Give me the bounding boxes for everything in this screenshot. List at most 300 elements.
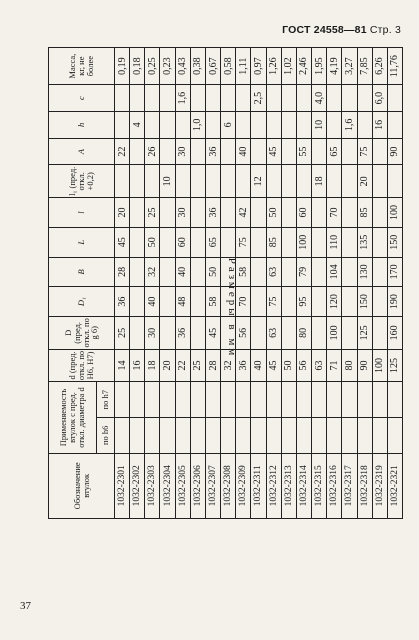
cell-l1 [205, 165, 220, 198]
table-row [205, 48, 220, 519]
cell-l: 50 [145, 227, 160, 257]
cell-d [372, 316, 387, 349]
cell-h: 16 [372, 112, 387, 139]
table-row [327, 48, 342, 519]
cell-a: 55 [296, 138, 311, 165]
cell-c [190, 85, 205, 112]
cell-l [372, 227, 387, 257]
cell-applicability [357, 382, 372, 418]
standard-number: ГОСТ 24558—81 [282, 24, 367, 36]
cell-a: 90 [387, 138, 402, 165]
cell-d: 18 [145, 349, 160, 382]
cell-l: 70 [327, 198, 342, 228]
cell-applicability [266, 382, 281, 418]
cell-b: 104 [327, 257, 342, 287]
cell-l: 30 [175, 198, 190, 228]
table-header-row [49, 48, 97, 519]
cell-h: 1,6 [342, 112, 357, 139]
cell-a [281, 138, 296, 165]
cell-b [190, 257, 205, 287]
cell-l [342, 227, 357, 257]
cell-d: 80 [342, 349, 357, 382]
table-body [115, 48, 403, 519]
cell-l [130, 198, 145, 228]
cell-c [160, 85, 175, 112]
cell-c [221, 85, 236, 112]
cell-d [312, 316, 327, 349]
table-row [145, 48, 160, 519]
cell-mass: 2,46 [296, 48, 311, 85]
cell-mass: 1,02 [281, 48, 296, 85]
cell-d [251, 316, 266, 349]
cell-d: 56 [296, 349, 311, 382]
cell-h [175, 112, 190, 139]
cell-applicability [251, 417, 266, 453]
cell-applicability [342, 382, 357, 418]
cell-applicability [296, 417, 311, 453]
cell-d: 100 [327, 316, 342, 349]
cell-l1 [221, 165, 236, 198]
cell-l1 [296, 165, 311, 198]
cell-d [221, 316, 236, 349]
cell-h [357, 112, 372, 139]
cell-l [251, 227, 266, 257]
header-h6: по h6 [97, 417, 115, 453]
cell-a: 75 [357, 138, 372, 165]
cell-d: 100 [372, 349, 387, 382]
cell-b [342, 257, 357, 287]
cell-d: 63 [312, 349, 327, 382]
header-D1: D₁ [49, 287, 115, 317]
cell-code: 1032-2307 [205, 453, 220, 518]
cell-d: 36 [236, 349, 251, 382]
cell-l: 60 [175, 227, 190, 257]
cell-mass: 0,19 [115, 48, 130, 85]
cell-code: 1032-2308 [221, 453, 236, 518]
header-l1: l₁ (пред. откл. +0,2) [49, 165, 115, 198]
cell-mass: 0,67 [205, 48, 220, 85]
cell-d1: 95 [296, 287, 311, 317]
cell-d1 [342, 287, 357, 317]
cell-applicability [190, 417, 205, 453]
cell-applicability [312, 417, 327, 453]
cell-d1: 190 [387, 287, 402, 317]
cell-a [342, 138, 357, 165]
cell-a [130, 138, 145, 165]
cell-d: 90 [357, 349, 372, 382]
cell-c [357, 85, 372, 112]
cell-b: 79 [296, 257, 311, 287]
cell-d: 28 [205, 349, 220, 382]
cell-l [190, 198, 205, 228]
cell-l: 85 [266, 227, 281, 257]
cell-l1 [236, 165, 251, 198]
cell-d: 71 [327, 349, 342, 382]
table-row [296, 48, 311, 519]
cell-b: 170 [387, 257, 402, 287]
cell-d1: 58 [205, 287, 220, 317]
cell-h: 4 [130, 112, 145, 139]
cell-code: 1032-2316 [327, 453, 342, 518]
cell-l [372, 198, 387, 228]
cell-h [296, 112, 311, 139]
header-d: d (пред. откл. по H6, H7) [49, 349, 115, 382]
cell-code: 1032-2321 [387, 453, 402, 518]
table-row [357, 48, 372, 519]
table-row [236, 48, 251, 519]
cell-applicability [175, 417, 190, 453]
cell-l: 75 [236, 227, 251, 257]
cell-code: 1032-2309 [236, 453, 251, 518]
table-row [221, 48, 236, 519]
cell-d: 40 [251, 349, 266, 382]
cell-a [190, 138, 205, 165]
cell-b: 28 [115, 257, 130, 287]
cell-d: 14 [115, 349, 130, 382]
table-row [281, 48, 296, 519]
cell-code: 1032-2312 [266, 453, 281, 518]
cell-l [160, 198, 175, 228]
cell-l [312, 198, 327, 228]
table-row [190, 48, 205, 519]
cell-d1 [130, 287, 145, 317]
header-B: B [49, 257, 115, 287]
cell-applicability [281, 417, 296, 453]
cell-d1: 70 [236, 287, 251, 317]
cell-d [160, 316, 175, 349]
cell-d1: 36 [115, 287, 130, 317]
cell-applicability [236, 417, 251, 453]
page-number: 37 [20, 600, 31, 612]
cell-l1 [115, 165, 130, 198]
header-h: h [49, 112, 115, 139]
cell-d: 20 [160, 349, 175, 382]
cell-l: 150 [387, 227, 402, 257]
cell-d: 45 [205, 316, 220, 349]
cell-code: 1032-2318 [357, 453, 372, 518]
cell-l: 60 [296, 198, 311, 228]
cell-h [145, 112, 160, 139]
cell-l: 135 [357, 227, 372, 257]
cell-applicability [221, 382, 236, 418]
header-h7: по h7 [97, 382, 115, 418]
cell-b [130, 257, 145, 287]
table-row [130, 48, 145, 519]
cell-applicability [372, 382, 387, 418]
header-l: l [49, 198, 115, 228]
cell-d: 25 [115, 316, 130, 349]
cell-l: 25 [145, 198, 160, 228]
cell-l1 [281, 165, 296, 198]
cell-l [281, 227, 296, 257]
dimensions-table [48, 47, 403, 519]
cell-c [296, 85, 311, 112]
cell-applicability [342, 417, 357, 453]
cell-l1 [387, 165, 402, 198]
cell-code: 1032-2304 [160, 453, 175, 518]
cell-c [281, 85, 296, 112]
cell-d: 30 [145, 316, 160, 349]
table-row [312, 48, 327, 519]
cell-applicability [130, 382, 145, 418]
cell-code: 1032-2302 [130, 453, 145, 518]
cell-l [251, 198, 266, 228]
cell-mass: 0,25 [145, 48, 160, 85]
cell-mass: 1,11 [236, 48, 251, 85]
cell-d: 36 [175, 316, 190, 349]
header-designation: Обозначение втулок [49, 453, 115, 518]
cell-d [190, 316, 205, 349]
cell-c [342, 85, 357, 112]
cell-mass: 7,85 [357, 48, 372, 85]
cell-a [372, 138, 387, 165]
cell-applicability [115, 417, 130, 453]
cell-d1 [312, 287, 327, 317]
cell-a [221, 138, 236, 165]
cell-applicability [327, 382, 342, 418]
cell-mass: 6,26 [372, 48, 387, 85]
cell-l1 [372, 165, 387, 198]
cell-applicability [130, 417, 145, 453]
cell-l [221, 227, 236, 257]
cell-c: 6,0 [372, 85, 387, 112]
cell-a: 36 [205, 138, 220, 165]
cell-d1: 48 [175, 287, 190, 317]
cell-d1 [281, 287, 296, 317]
cell-d: 45 [266, 349, 281, 382]
cell-l [190, 227, 205, 257]
cell-applicability [205, 382, 220, 418]
cell-b: 130 [357, 257, 372, 287]
cell-b: 63 [266, 257, 281, 287]
cell-c [327, 85, 342, 112]
page-header [282, 24, 401, 36]
cell-d1 [221, 287, 236, 317]
cell-l1: 10 [160, 165, 175, 198]
cell-d1 [190, 287, 205, 317]
cell-l: 20 [115, 198, 130, 228]
table-title: Размеры в мм [226, 257, 238, 359]
cell-d [342, 316, 357, 349]
cell-applicability [115, 382, 130, 418]
table-row [175, 48, 190, 519]
cell-c [115, 85, 130, 112]
cell-l [312, 227, 327, 257]
cell-b [160, 257, 175, 287]
cell-l1 [327, 165, 342, 198]
table-row [372, 48, 387, 519]
cell-l [342, 198, 357, 228]
table-row [266, 48, 281, 519]
cell-a [251, 138, 266, 165]
cell-code: 1032-2301 [115, 453, 130, 518]
cell-h [327, 112, 342, 139]
cell-b [372, 257, 387, 287]
header-applicability: Применяемость втулок с пред. откл. диаметра d [49, 382, 97, 453]
cell-mass: 0,23 [160, 48, 175, 85]
cell-applicability [175, 382, 190, 418]
cell-h [281, 112, 296, 139]
cell-b: 58 [236, 257, 251, 287]
cell-d: 160 [387, 316, 402, 349]
cell-d: 125 [387, 349, 402, 382]
cell-code: 1032-2319 [372, 453, 387, 518]
cell-a [160, 138, 175, 165]
cell-d1: 150 [357, 287, 372, 317]
cell-mass: 0,18 [130, 48, 145, 85]
cell-mass: 0,38 [190, 48, 205, 85]
cell-l: 45 [115, 227, 130, 257]
cell-applicability [221, 417, 236, 453]
cell-mass: 3,27 [342, 48, 357, 85]
cell-code: 1032-2313 [281, 453, 296, 518]
cell-c: 2,5 [251, 85, 266, 112]
header-D: D (пред. откл. по g 6) [49, 316, 115, 349]
cell-d: 125 [357, 316, 372, 349]
cell-d1 [372, 287, 387, 317]
cell-h [205, 112, 220, 139]
cell-mass: 1,95 [312, 48, 327, 85]
cell-d1 [251, 287, 266, 317]
cell-d: 80 [296, 316, 311, 349]
cell-h [236, 112, 251, 139]
cell-c [205, 85, 220, 112]
cell-l: 36 [205, 198, 220, 228]
cell-applicability [190, 382, 205, 418]
cell-h: 1,0 [190, 112, 205, 139]
cell-l1 [145, 165, 160, 198]
cell-applicability [281, 382, 296, 418]
cell-d: 56 [236, 316, 251, 349]
cell-applicability [251, 382, 266, 418]
cell-b [221, 257, 236, 287]
cell-l: 100 [387, 198, 402, 228]
cell-applicability [296, 382, 311, 418]
cell-l1 [190, 165, 205, 198]
cell-d [130, 316, 145, 349]
cell-h [251, 112, 266, 139]
cell-l1 [342, 165, 357, 198]
cell-code: 1032-2306 [190, 453, 205, 518]
cell-l1 [175, 165, 190, 198]
cell-d1 [160, 287, 175, 317]
cell-l1: 20 [357, 165, 372, 198]
cell-code: 1032-2311 [251, 453, 266, 518]
cell-c [387, 85, 402, 112]
table-row [160, 48, 175, 519]
header-c: c [49, 85, 115, 112]
cell-applicability [372, 417, 387, 453]
cell-b [251, 257, 266, 287]
cell-d1: 120 [327, 287, 342, 317]
cell-h [160, 112, 175, 139]
page-label: Стр. 3 [369, 24, 401, 36]
cell-c [130, 85, 145, 112]
table-row [387, 48, 402, 519]
cell-c: 1,6 [175, 85, 190, 112]
cell-d: 32 [221, 349, 236, 382]
cell-mass: 0,97 [251, 48, 266, 85]
cell-applicability [387, 382, 402, 418]
cell-d: 16 [130, 349, 145, 382]
cell-applicability [312, 382, 327, 418]
table-row [342, 48, 357, 519]
cell-h: 10 [312, 112, 327, 139]
cell-l: 110 [327, 227, 342, 257]
cell-d: 22 [175, 349, 190, 382]
cell-code: 1032-2303 [145, 453, 160, 518]
cell-mass: 0,58 [221, 48, 236, 85]
cell-b: 50 [205, 257, 220, 287]
cell-l: 50 [266, 198, 281, 228]
cell-d1: 75 [266, 287, 281, 317]
cell-l1 [266, 165, 281, 198]
cell-d: 50 [281, 349, 296, 382]
cell-l: 42 [236, 198, 251, 228]
cell-a: 22 [115, 138, 130, 165]
cell-h [266, 112, 281, 139]
cell-mass: 0,43 [175, 48, 190, 85]
cell-l [221, 198, 236, 228]
cell-l1: 18 [312, 165, 327, 198]
cell-a: 30 [175, 138, 190, 165]
cell-c [145, 85, 160, 112]
cell-applicability [236, 382, 251, 418]
table-row [115, 48, 130, 519]
cell-l [160, 227, 175, 257]
cell-l [281, 198, 296, 228]
cell-l1: 12 [251, 165, 266, 198]
cell-h [115, 112, 130, 139]
cell-l: 100 [296, 227, 311, 257]
cell-applicability [145, 417, 160, 453]
cell-a: 45 [266, 138, 281, 165]
cell-a: 26 [145, 138, 160, 165]
cell-a: 40 [236, 138, 251, 165]
cell-l1 [130, 165, 145, 198]
cell-mass: 11,76 [387, 48, 402, 85]
cell-l: 85 [357, 198, 372, 228]
cell-code: 1032-2314 [296, 453, 311, 518]
header-L: L [49, 227, 115, 257]
cell-h: 6 [221, 112, 236, 139]
cell-c [266, 85, 281, 112]
cell-l: 65 [205, 227, 220, 257]
cell-b [312, 257, 327, 287]
cell-b: 32 [145, 257, 160, 287]
cell-l [130, 227, 145, 257]
cell-applicability [357, 417, 372, 453]
cell-mass: 1,26 [266, 48, 281, 85]
cell-applicability [387, 417, 402, 453]
cell-c [236, 85, 251, 112]
cell-applicability [160, 417, 175, 453]
cell-code: 1032-2317 [342, 453, 357, 518]
cell-h [387, 112, 402, 139]
cell-applicability [145, 382, 160, 418]
cell-a: 65 [327, 138, 342, 165]
cell-applicability [160, 382, 175, 418]
cell-d1: 40 [145, 287, 160, 317]
cell-applicability [327, 417, 342, 453]
table-row [251, 48, 266, 519]
cell-c: 4,0 [312, 85, 327, 112]
cell-applicability [266, 417, 281, 453]
header-mass: Масса, кг, не более [49, 48, 115, 85]
cell-code: 1032-2305 [175, 453, 190, 518]
cell-code: 1032-2315 [312, 453, 327, 518]
cell-a [312, 138, 327, 165]
